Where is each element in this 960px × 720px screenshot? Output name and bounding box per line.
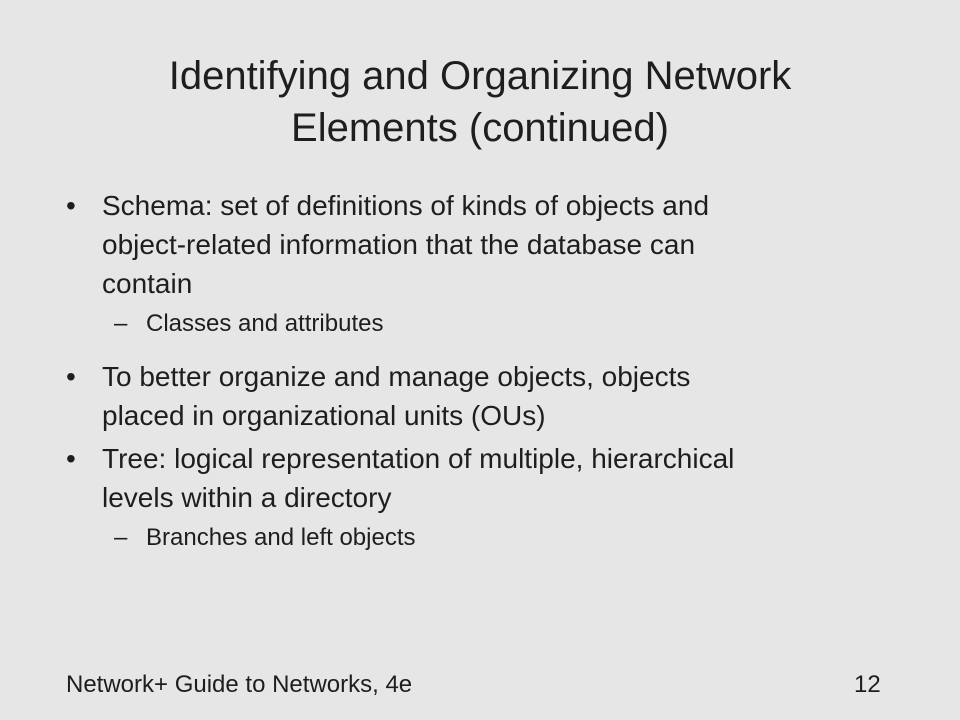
sub-bullet-text: Branches and left objects — [146, 524, 416, 551]
dash-icon: – — [114, 310, 128, 337]
footer-page-number: 12 — [854, 671, 881, 698]
bullet-line: object-related information that the database can — [102, 229, 696, 260]
bullet-tree — [66, 439, 896, 517]
bullet-line: To better organize and manage objects, objects — [102, 361, 691, 392]
bullet-line: Schema: set of definitions of kinds of objects and — [102, 190, 710, 221]
slide-title-line-1: Identifying and Organizing Network — [168, 54, 792, 98]
bullet-line: levels within a directory — [102, 482, 392, 513]
slide-title-line-2: Elements (continued) — [291, 106, 669, 150]
bullet-list — [66, 186, 896, 553]
bullet-dot-icon: • — [66, 443, 76, 474]
bullet-line: placed in organizational units (OUs) — [102, 400, 546, 431]
bullet-line: contain — [102, 268, 193, 299]
sub-bullet-branches — [66, 523, 896, 553]
sub-bullet-text: Classes and attributes — [146, 310, 384, 337]
sub-bullet-classes — [66, 309, 896, 339]
bullet-organize — [66, 357, 896, 435]
bullet-dot-icon: • — [66, 190, 76, 221]
footer-book-title: Network+ Guide to Networks, 4e — [66, 671, 413, 698]
bullet-dot-icon: • — [66, 361, 76, 392]
bullet-schema — [66, 186, 896, 303]
dash-icon: – — [114, 524, 128, 551]
bullet-line: Tree: logical representation of multiple, hierarchical — [102, 443, 735, 474]
slide-title — [40, 50, 920, 154]
